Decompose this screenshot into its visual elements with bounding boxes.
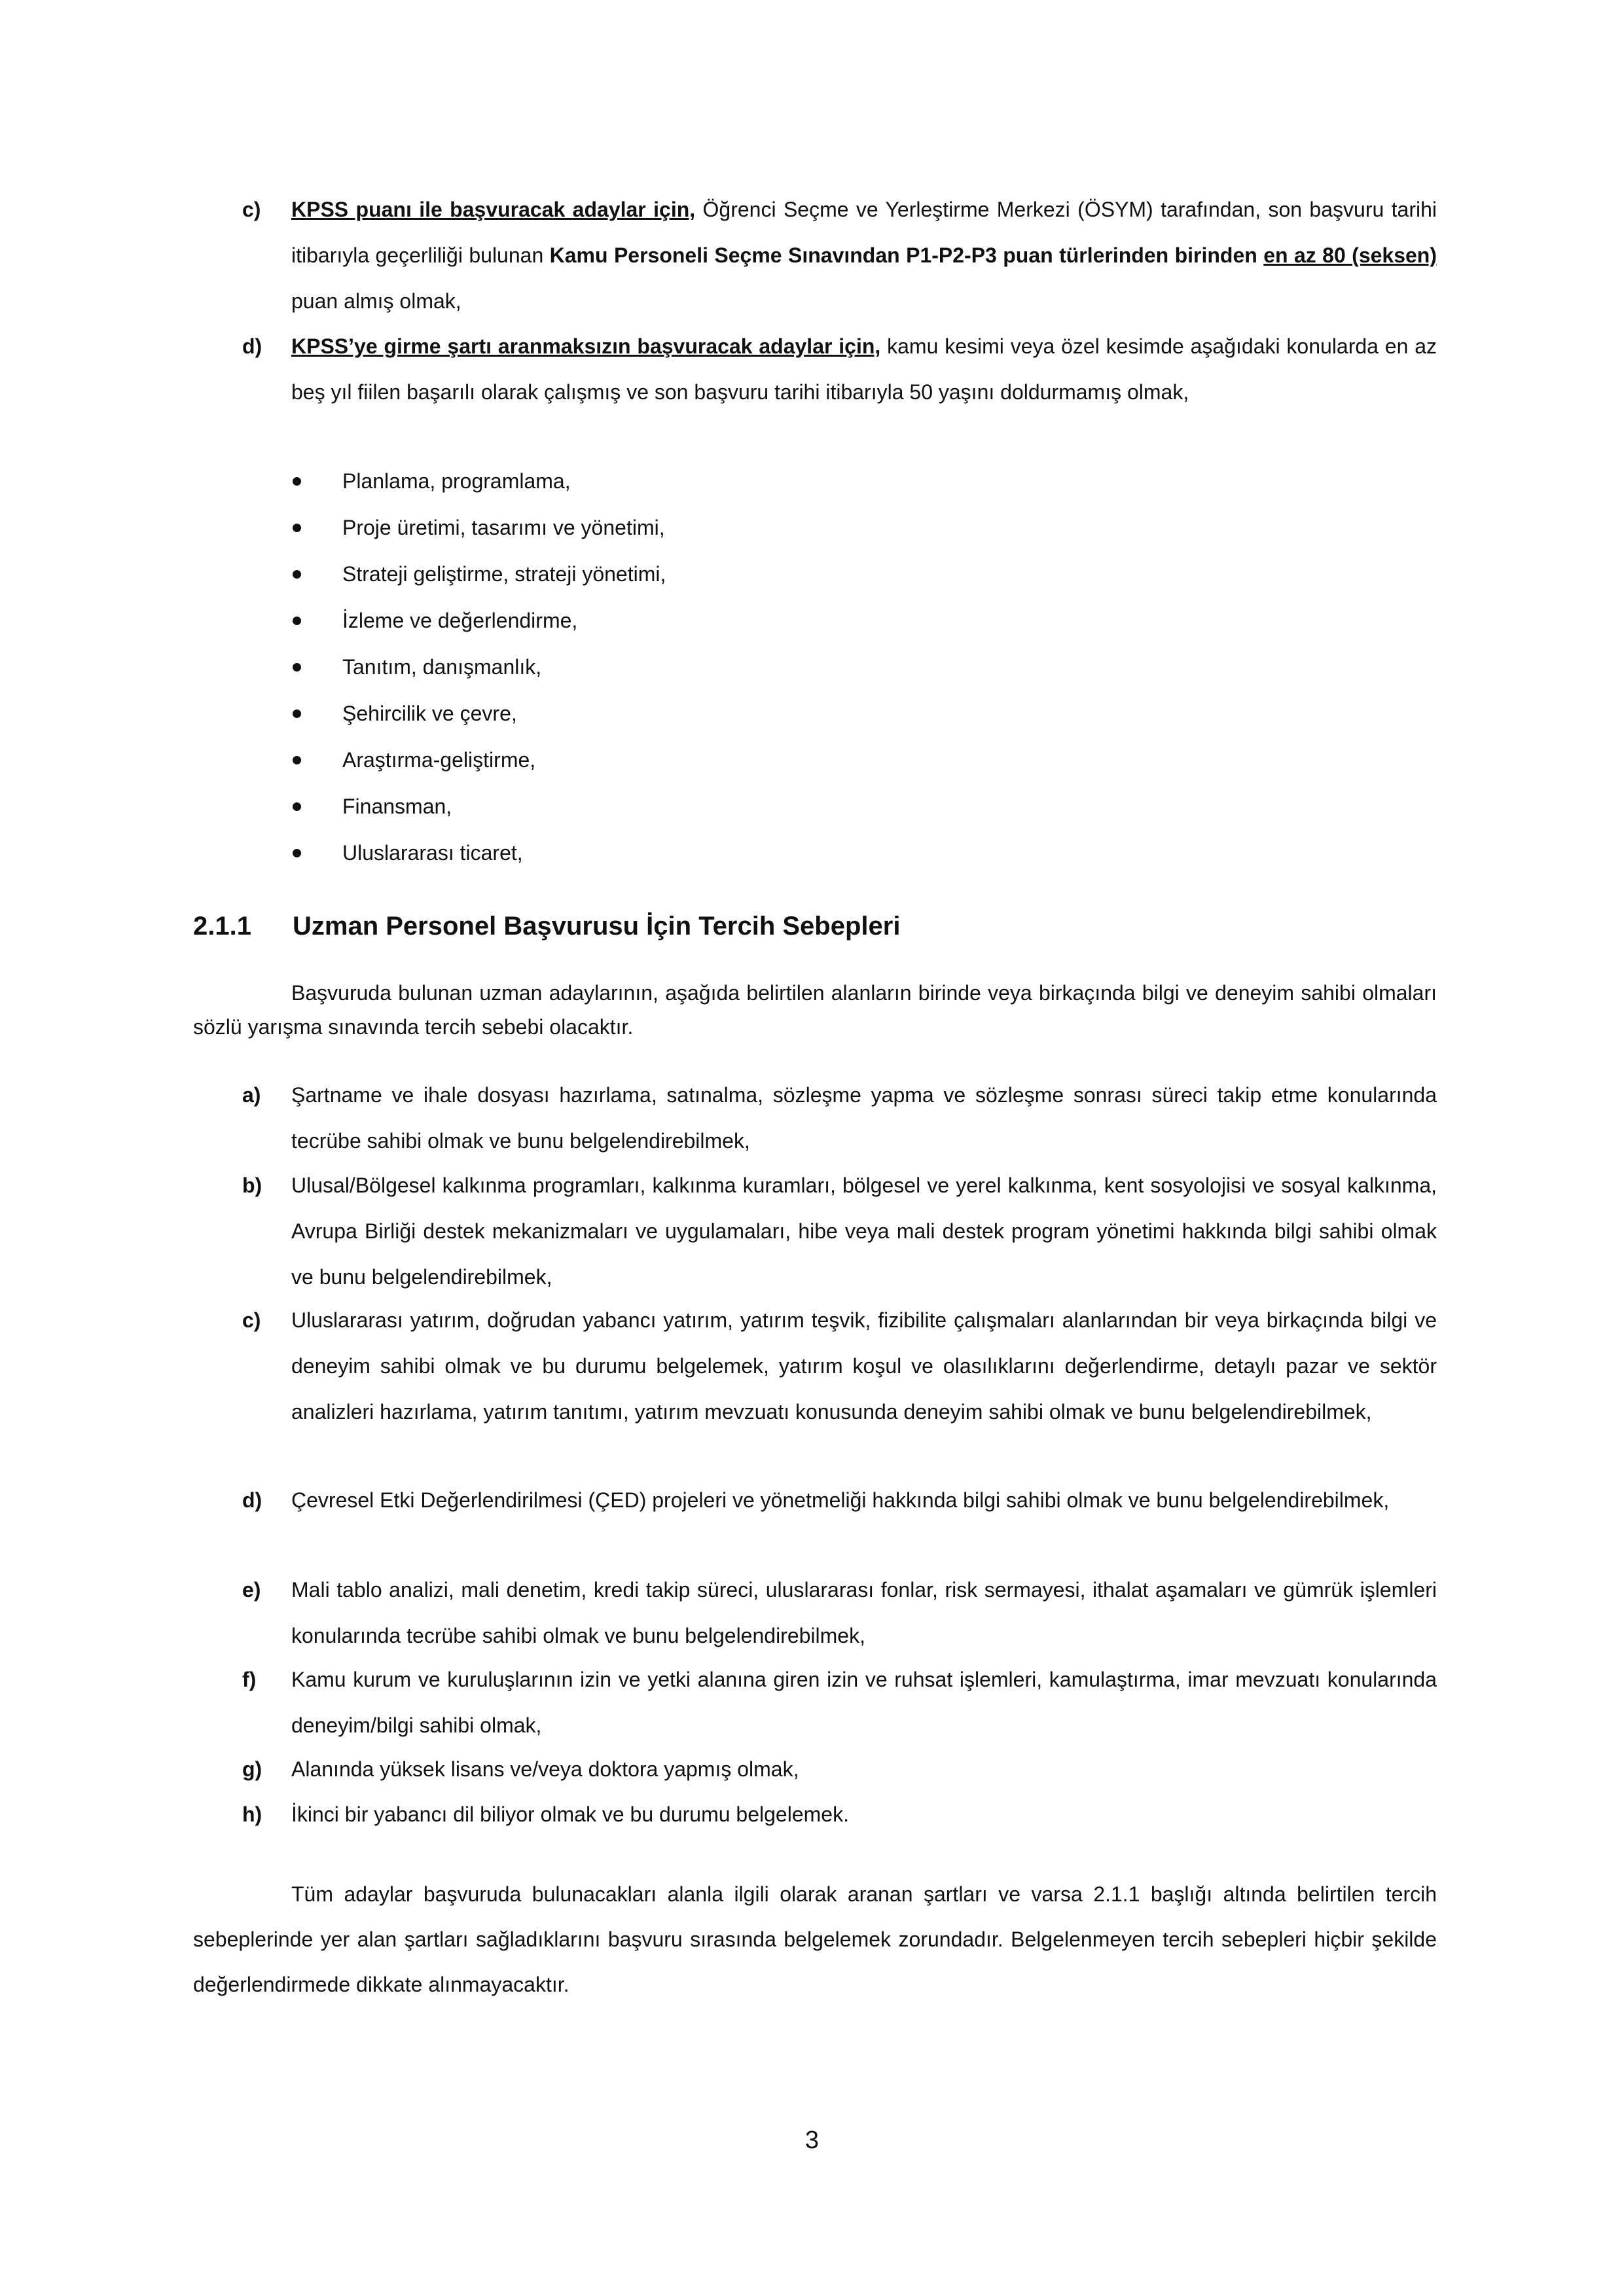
list-text: [291, 187, 1437, 324]
list-label: a): [242, 1083, 261, 1107]
bullet-text: Planlama, programlama,: [342, 469, 571, 493]
list-label: d): [242, 334, 262, 358]
bold-text: Kamu Personeli Seçme Sınavından P1-P2-P3 puan türlerinden birinden: [549, 243, 1257, 267]
body-text: Öğrenci Seçme ve Yerleştirme Merkezi (ÖSYM) tarafından, son başvuru tarihi itibarıyla geçerliliği bulunan: [291, 198, 1437, 267]
intro-paragraph: [193, 976, 1437, 1044]
list-text: Kamu kurum ve kuruluşlarının izin ve yetki alanına giren izin ve ruhsat işlemleri, kamulaştırma, imar mevzuatı konularında deneyim/bilgi sahibi olmak,: [291, 1668, 1437, 1737]
bullet-item: [0, 505, 1624, 550]
bullet-icon: [293, 617, 301, 625]
list-label: c): [242, 198, 261, 221]
closing-text: Tüm adaylar başvuruda bulunacakları alanla ilgili olarak aranan şartları ve varsa 2.1.1 başlığı altında belirtilen tercih sebeplerinde yer alan şartları sağladıklarını başvuru sırasında belgelemek zorundadır. Belgelenmeyen tercih sebepleri hiçbir şekilde değerlendirmede dikkate alınmayacaktır.: [193, 1882, 1437, 1996]
bullet-icon: [293, 524, 301, 532]
list-text: Mali tablo analizi, mali denetim, kredi takip süreci, uluslararası fonlar, risk sermayesi, ithalat aşamaları ve gümrük işlemleri konularında tecrübe sahibi olmak ve bunu belgelendirebilmek,: [291, 1578, 1437, 1647]
bullet-text: Tanıtım, danışmanlık,: [342, 655, 542, 679]
list-label: g): [242, 1757, 262, 1781]
requirement-item-d: [193, 323, 1437, 415]
bullet-icon: [293, 570, 301, 579]
list-label: e): [242, 1578, 261, 1602]
underlined-lead: KPSS puanı ile başvuracak adaylar için,: [291, 198, 696, 221]
bullet-icon: [293, 477, 301, 486]
bullet-item: [0, 737, 1624, 783]
reason-item-f: [193, 1657, 1437, 1748]
bold-underlined-text: en az 80 (seksen): [1263, 243, 1437, 267]
bullet-text: Uluslararası ticaret,: [342, 841, 523, 865]
reason-item-h: [193, 1791, 1437, 1837]
bullet-item: [0, 830, 1624, 876]
body-text: kamu kesimi veya özel kesimde aşağıdaki konularda en az beş yıl fiilen başarılı olarak çalışmış ve son başvuru tarihi itibarıyla 50 yaşını doldurmamış olmak,: [291, 334, 1437, 404]
list-label: h): [242, 1803, 262, 1826]
bullet-icon: [293, 663, 301, 672]
bullet-text: Proje üretimi, tasarımı ve yönetimi,: [342, 516, 665, 539]
reason-item-d: [193, 1477, 1437, 1523]
list-text: Uluslararası yatırım, doğrudan yabancı yatırım, yatırım teşvik, fizibilite çalışmaları alanlarından bir veya birkaçında bilgi ve deneyim sahibi olmak ve bu durumu belgelemek, yatırım koşul ve olasılıklarını değerlendirme, detaylı pazar ve sektör analizleri hazırlama, yatırım tanıtımı, yatırım mevzuatı konusunda deneyim sahibi olmak ve bunu belgelendirebilmek,: [291, 1308, 1437, 1424]
intro-text: Başvuruda bulunan uzman adaylarının, aşağıda belirtilen alanların birinde veya birkaçında bilgi ve deneyim sahibi olmaları sözlü yarışma sınavında tercih sebebi olacaktır.: [193, 981, 1437, 1039]
bullet-text: Araştırma-geliştirme,: [342, 748, 536, 772]
list-label: b): [242, 1174, 262, 1197]
bullet-icon: [293, 802, 301, 811]
bullet-item: [0, 598, 1624, 643]
reason-item-b: [193, 1162, 1437, 1300]
list-text: [291, 323, 1437, 415]
bullet-item: [0, 458, 1624, 504]
list-text: Çevresel Etki Değerlendirilmesi (ÇED) projeleri ve yönetmeliği hakkında bilgi sahibi olmak ve bunu belgelendirebilmek,: [291, 1488, 1390, 1512]
reason-item-e: [193, 1567, 1437, 1659]
space: [1257, 243, 1263, 267]
section-number: 2.1.1: [193, 912, 251, 941]
reason-item-a: [193, 1072, 1437, 1164]
page-number: 3: [804, 2126, 820, 2154]
reason-item-g: [193, 1746, 1437, 1792]
closing-paragraph: [193, 1872, 1437, 2007]
list-label: c): [242, 1308, 261, 1332]
list-text: İkinci bir yabancı dil biliyor olmak ve bu durumu belgelemek.: [291, 1803, 849, 1826]
underlined-lead: KPSS’ye girme şartı aranmaksızın başvuracak adaylar için,: [291, 334, 881, 358]
list-label: f): [242, 1668, 257, 1691]
bullet-item: [0, 551, 1624, 597]
list-text: Şartname ve ihale dosyası hazırlama, satınalma, sözleşme yapma ve sözleşme sonrası süreci takip etme konularında tecrübe sahibi olmak ve bunu belgelendirebilmek,: [291, 1083, 1437, 1153]
bullet-icon: [293, 709, 301, 718]
bullet-item: [0, 644, 1624, 690]
bullet-icon: [293, 849, 301, 857]
requirement-item-c: [193, 187, 1437, 324]
bullet-text: Şehircilik ve çevre,: [342, 702, 517, 725]
bullet-text: İzleme ve değerlendirme,: [342, 609, 578, 632]
list-text: Alanında yüksek lisans ve/veya doktora yapmış olmak,: [291, 1757, 799, 1781]
body-text-end: puan almış olmak,: [291, 289, 461, 313]
section-title: Uzman Personel Başvurusu İçin Tercih Sebepleri: [293, 912, 901, 941]
bullet-text: Strateji geliştirme, strateji yönetimi,: [342, 562, 666, 586]
reason-item-c: [193, 1297, 1437, 1435]
bullet-icon: [293, 756, 301, 764]
bullet-text: Finansman,: [342, 795, 452, 818]
bullet-item: [0, 783, 1624, 829]
list-label: d): [242, 1488, 262, 1512]
bullet-item: [0, 691, 1624, 736]
list-text: Ulusal/Bölgesel kalkınma programları, kalkınma kuramları, bölgesel ve yerel kalkınma, kent sosyolojisi ve sosyal kalkınma, Avrupa Birliği destek mekanizmaları ve uygulamaları, hibe veya mali destek program yönetimi hakkında bilgi sahibi olmak ve bunu belgelendirebilmek,: [291, 1174, 1437, 1289]
